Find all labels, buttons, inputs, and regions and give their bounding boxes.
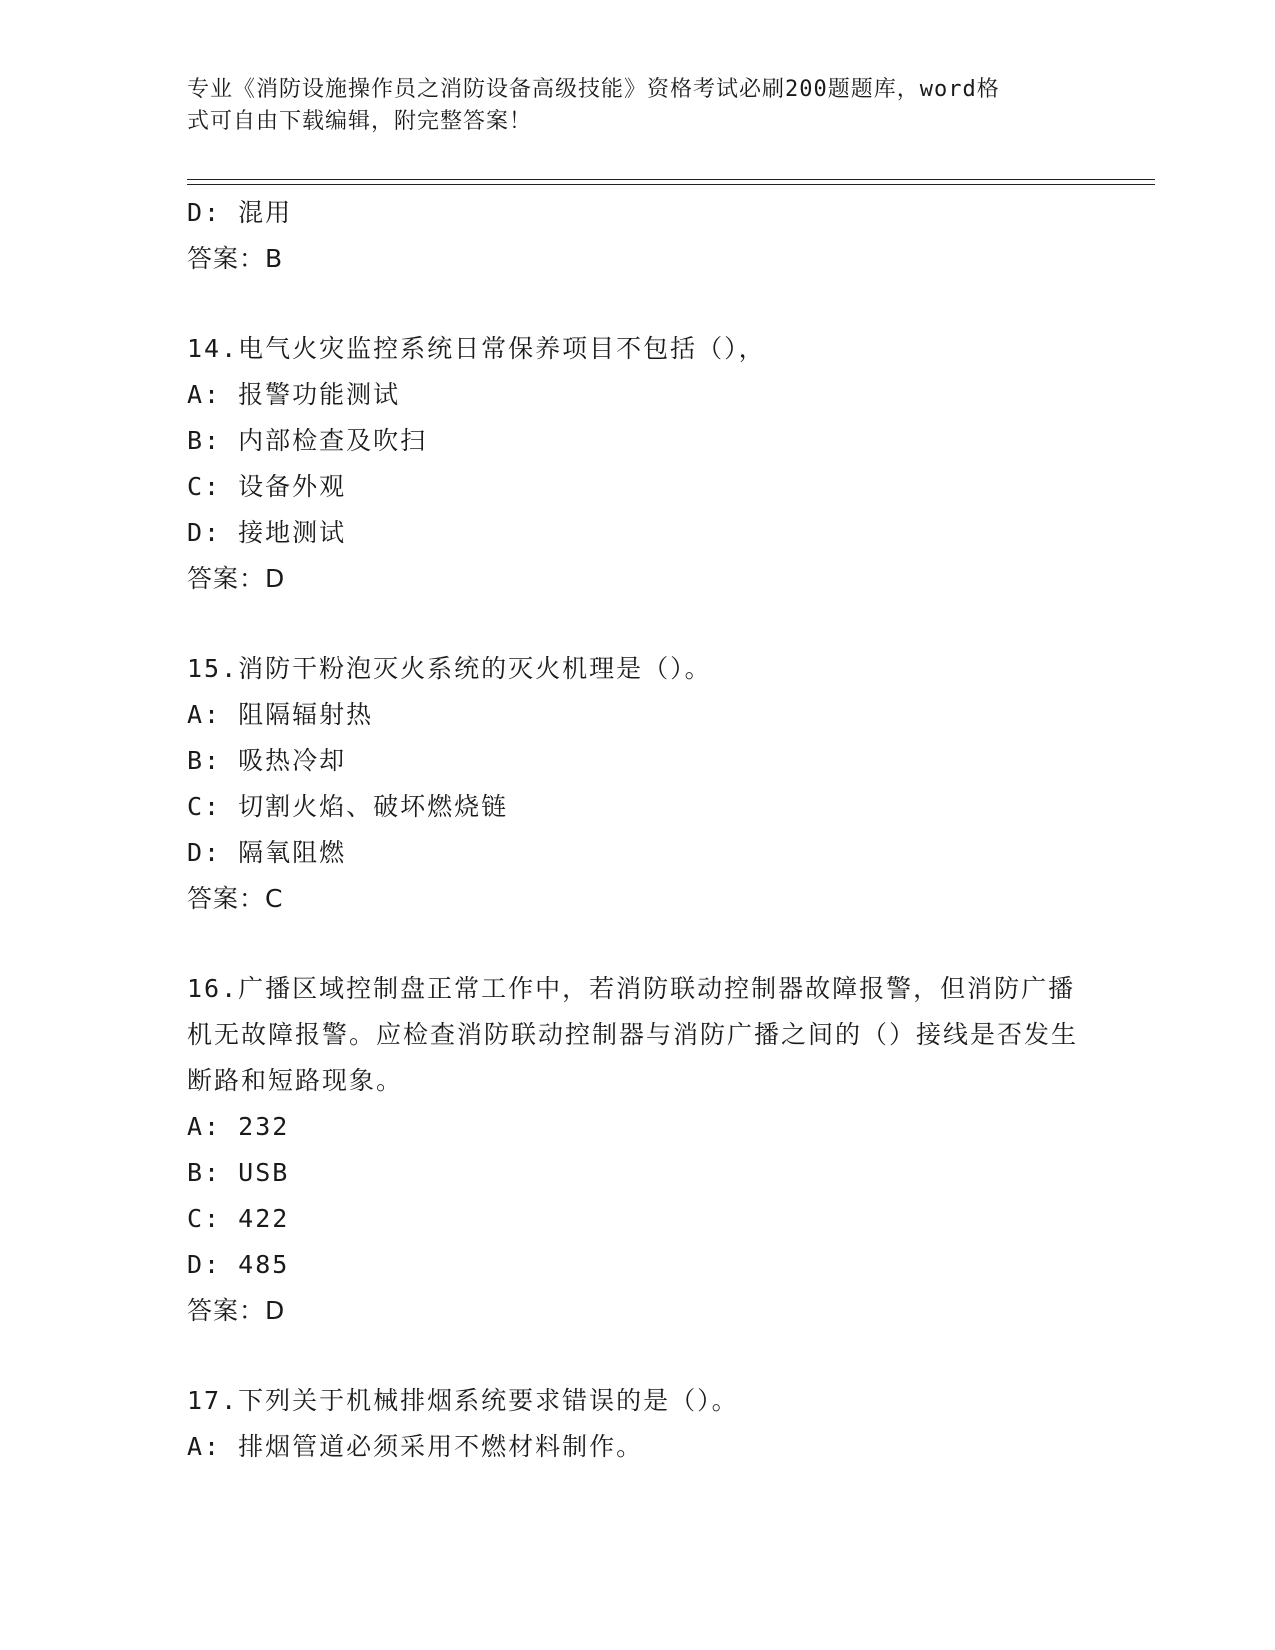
question-13-tail [187,190,1087,282]
question-17 [187,1378,1087,1470]
option-d: D: 隔氧阻燃 [187,838,347,867]
option-c: C: 422 [187,1204,290,1233]
question-15 [187,646,1087,922]
option-d: D: 混用 [187,198,293,227]
answer: 答案：D [187,564,286,593]
option-b: B: USB [187,1158,290,1187]
document-header [187,74,1087,138]
question-14 [187,326,1087,602]
question-list [187,190,1087,1470]
option-b: B: 内部检查及吹扫 [187,426,428,455]
option-a: A: 报警功能测试 [187,380,401,409]
header-divider-top [187,179,1155,180]
answer: 答案：C [187,884,284,913]
option-a: A: 阻隔辐射热 [187,700,374,729]
question-stem: 16.广播区域控制盘正常工作中，若消防联动控制器故障报警，但消防广播机无故障报警。应检查消防联动控制器与消防广播之间的（）接线是否发生断路和短路现象。 [187,974,1079,1095]
option-b: B: 吸热冷却 [187,746,347,775]
header-line-1: 专业《消防设施操作员之消防设备高级技能》资格考试必刷200题题库，word格 [187,77,1000,102]
option-d: D: 接地测试 [187,518,347,547]
header-line-2: 式可自由下载编辑，附完整答案！ [187,109,533,134]
answer: 答案：B [187,244,284,273]
header-divider-bottom [187,184,1155,185]
option-c: C: 设备外观 [187,472,347,501]
option-c: C: 切割火焰、破坏燃烧链 [187,792,509,821]
question-stem: 15.消防干粉泡灭火系统的灭火机理是（）。 [187,654,712,683]
option-d: D: 485 [187,1250,290,1279]
option-a: A: 排烟管道必须采用不燃材料制作。 [187,1432,644,1461]
option-a: A: 232 [187,1112,290,1141]
answer: 答案：D [187,1296,286,1325]
question-stem: 14.电气火灾监控系统日常保养项目不包括（）， [187,334,766,363]
question-stem: 17.下列关于机械排烟系统要求错误的是（）。 [187,1386,739,1415]
question-16 [187,966,1087,1334]
